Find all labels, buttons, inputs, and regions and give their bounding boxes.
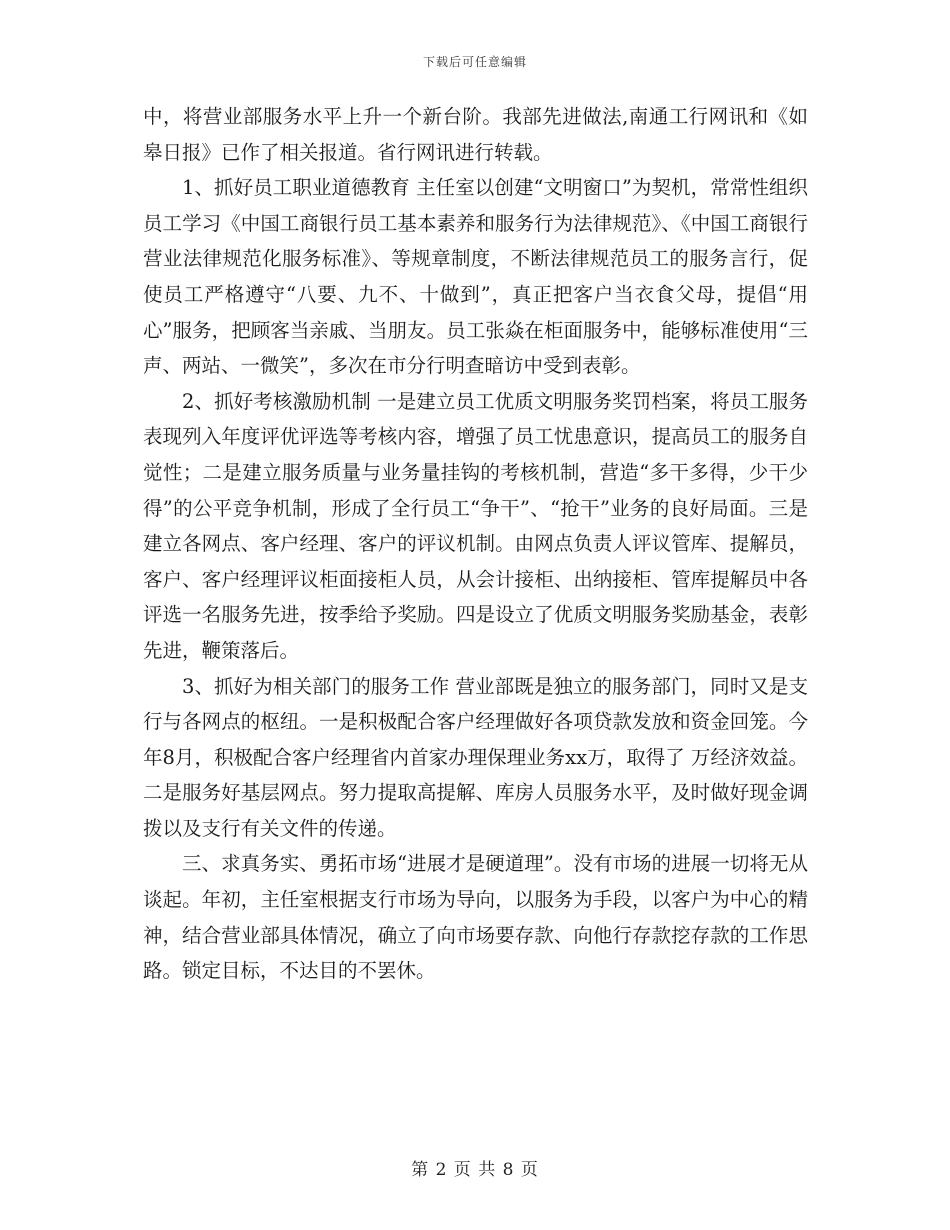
page-footer: 第 2 页 共 8 页 [411,1160,539,1180]
paragraph-ethics-education: 1、抓好员工职业道德教育 主任室以创建“文明窗口”为契机，常常性组织员工学习《中国工商银行员工基本素养和服务行为法律规范》、《中国工商银行营业法律规范化服务标准》、等规章制度，不断法律规范员工的服务言行，促使员工严格遵守“八要、九不、十做到”，真正把客户当衣食父母，提倡“用心”服务，把顾客当亲戚、当朋友。员工张焱在柜面服务中，能够标准使用“三声、两站、一微笑”，多次在市分行明查暗访中受到表彰。 [143,176,808,378]
paragraph-department-service: 3、抓好为相关部门的服务工作 营业部既是独立的服务部门，同时又是支行与各网点的枢纽。一是积极配合客户经理做好各项贷款发放和资金回笼。今年8月，积极配合客户经理省内首家办理保理业务xx万，取得了 万经济效益。二是服务好基层网点。努力提取高提解、库房人员服务水平，及时做好现金调拨以及支行有关文件的传递。 [143,674,808,840]
paragraph-continuation: 中，将营业部服务水平上升一个新台阶。我部先进做法,南通工行网讯和《如皋日报》已作了相关报道。省行网讯进行转载。 [143,105,808,164]
page-header: 下载后可任意编辑 [422,55,527,69]
document-body [143,99,808,989]
paragraph-incentive-mechanism: 2、抓好考核激励机制 一是建立员工优质文明服务奖罚档案，将员工服务表现列入年度评优评选等考核内容，增强了员工忧患意识，提高员工的服务自觉性；二是建立服务质量与业务量挂钩的考核机制，营造“多干多得，少干少得”的公平竞争机制，形成了全行员工“争干”、“抢干”业务的良好局面。三是建立各网点、客户经理、客户的评议机制。由网点负责人评议管库、提解员，客户、客户经理评议柜面接柜人员，从会计接柜、出纳接柜、管库提解员中各评选一名服务先进，按季给予奖励。四是设立了优质文明服务奖励基金，表彰先进，鞭策落后。 [143,389,808,662]
paragraph-market-expansion: 三、求真务实、勇拓市场“进展才是硬道理”。没有市场的进展一切将无从谈起。年初，主任室根据支行市场为导向，以服务为手段，以客户为中心的精神，结合营业部具体情况，确立了向市场要存款、向他行存款挖存款的工作思路。锁定目标，不达目的不罢休。 [143,852,808,983]
